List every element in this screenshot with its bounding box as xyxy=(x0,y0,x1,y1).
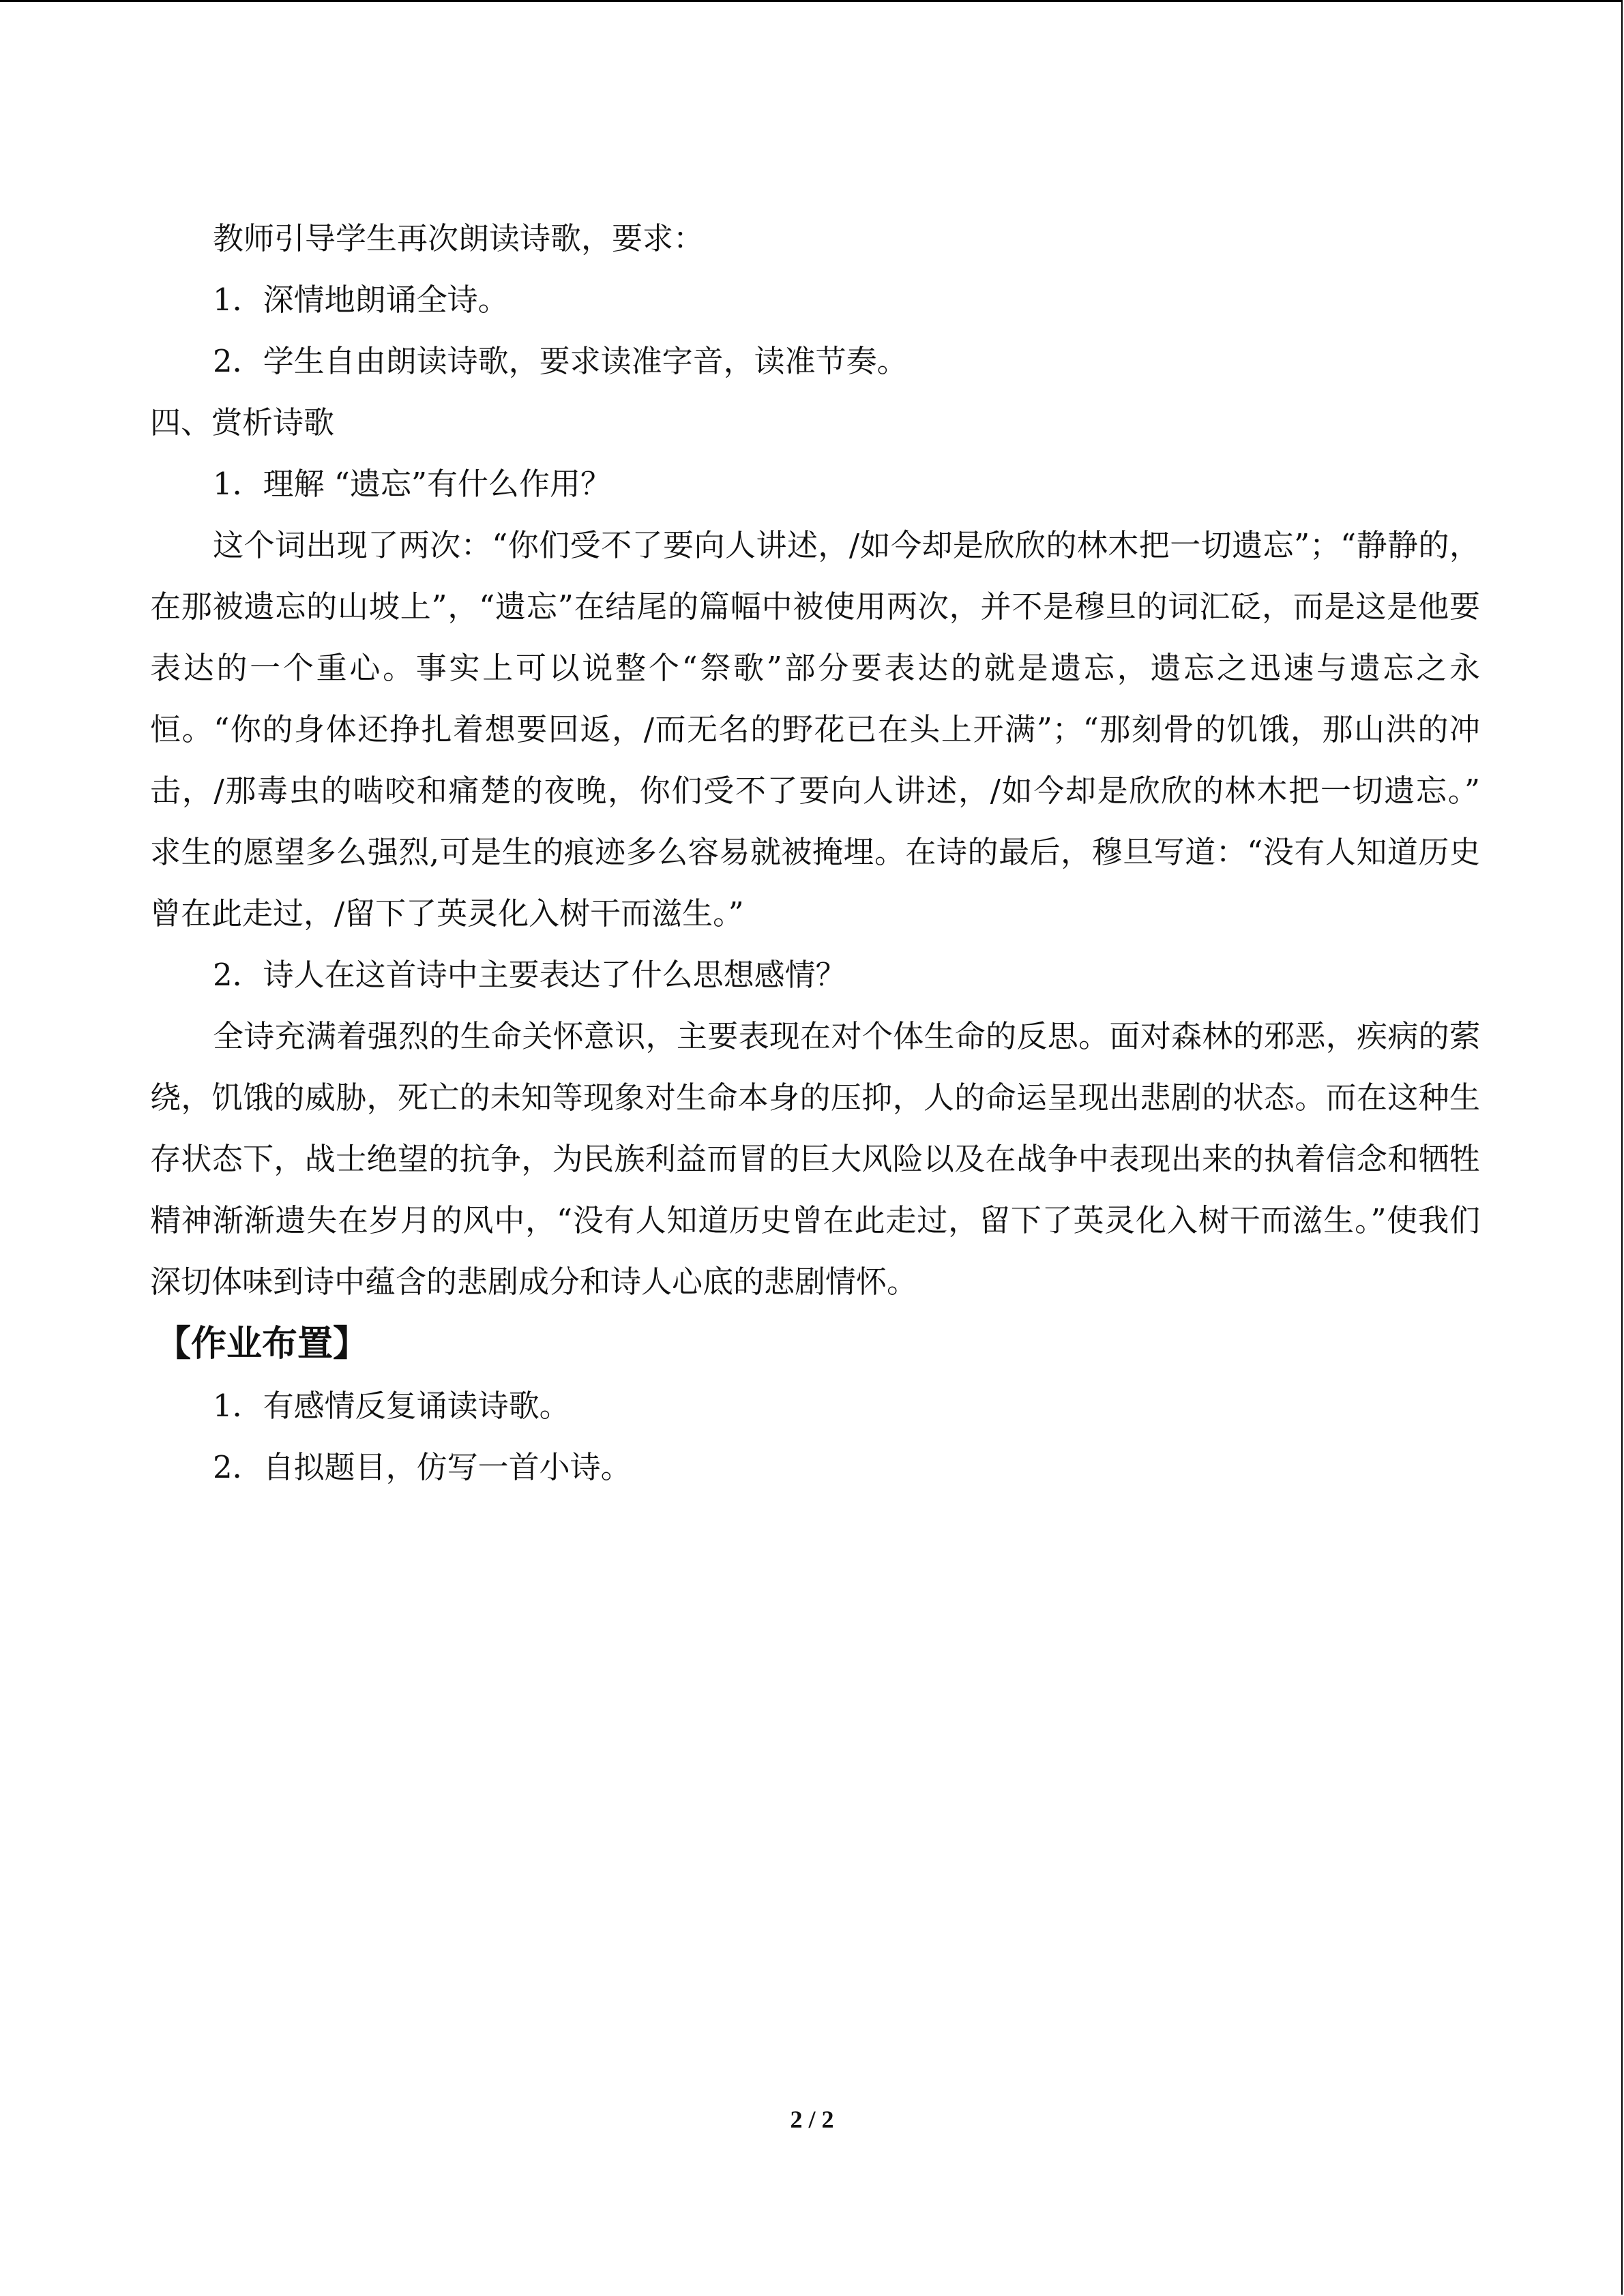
section-four-heading: 四、赏析诗歌 xyxy=(150,404,335,441)
answer-1-paragraph: 这个词出现了两次：“你们受不了要向人讲述，/如今却是欣欣的林木把一切遗忘”；“静静的，在那被遗忘的山坡上”，“遗忘”在结尾的篇幅中被使用两次，并不是穆旦的词汇砭，而是这是他要表达的一个重心。事实上可以说整个“祭歌”部分要表达的就是遗忘，遗忘之迅速与遗忘之永恒。“你的身体还挣扎着想要回返，/而无名的野花已在头上开满”；“那刻骨的饥饿，那山洪的冲击，/那毒虫的啮咬和痛楚的夜晚，你们受不了要向人讲述，/如今却是欣欣的林木把一切遗忘。” 求生的愿望多么强烈,可是生的痕迹多么容易就被掩埋。在诗的最后，穆旦写道：“没有人知道历史曾在此走过，/留下了英灵化入树干而滋生。” xyxy=(150,527,1542,931)
homework-item: 1．有感情反复诵读诗歌。 xyxy=(213,1388,570,1424)
homework-item: 2．自拟题目，仿写一首小诗。 xyxy=(213,1449,632,1485)
homework-heading: 【作业布置】 xyxy=(156,1324,369,1365)
page-number: 2 / 2 xyxy=(790,2106,834,2133)
answer-2-paragraph: 全诗充满着强烈的生命关怀意识，主要表现在对个体生命的反思。面对森林的邪恶，疾病的萦绕，饥饿的威胁，死亡的未知等现象对生命本身的压抑，人的命运呈现出悲剧的状态。而在这种生存状态下，战士绝望的抗争，为民族利益而冒的巨大风险以及在战争中表现出来的执着信念和牺牲精神渐渐遗失在岁月的风中，“没有人知道历史曾在此走过，留下了英灵化入树干而滋生。”使我们深切体味到诗中蕴含的悲剧成分和诗人心底的悲剧情怀。 xyxy=(150,1018,1480,1300)
document-body xyxy=(150,208,1542,1498)
reading-item: 1．深情地朗诵全诗。 xyxy=(213,282,509,318)
reading-item: 2．学生自由朗读诗歌，要求读准字音，读准节奏。 xyxy=(213,343,908,379)
intro-line: 教师引导学生再次朗读诗歌，要求： xyxy=(213,220,705,256)
question-2: 2．诗人在这首诗中主要表达了什么思想感情？ xyxy=(213,957,846,993)
question-1: 1．理解 “遗忘”有什么作用？ xyxy=(213,466,611,502)
